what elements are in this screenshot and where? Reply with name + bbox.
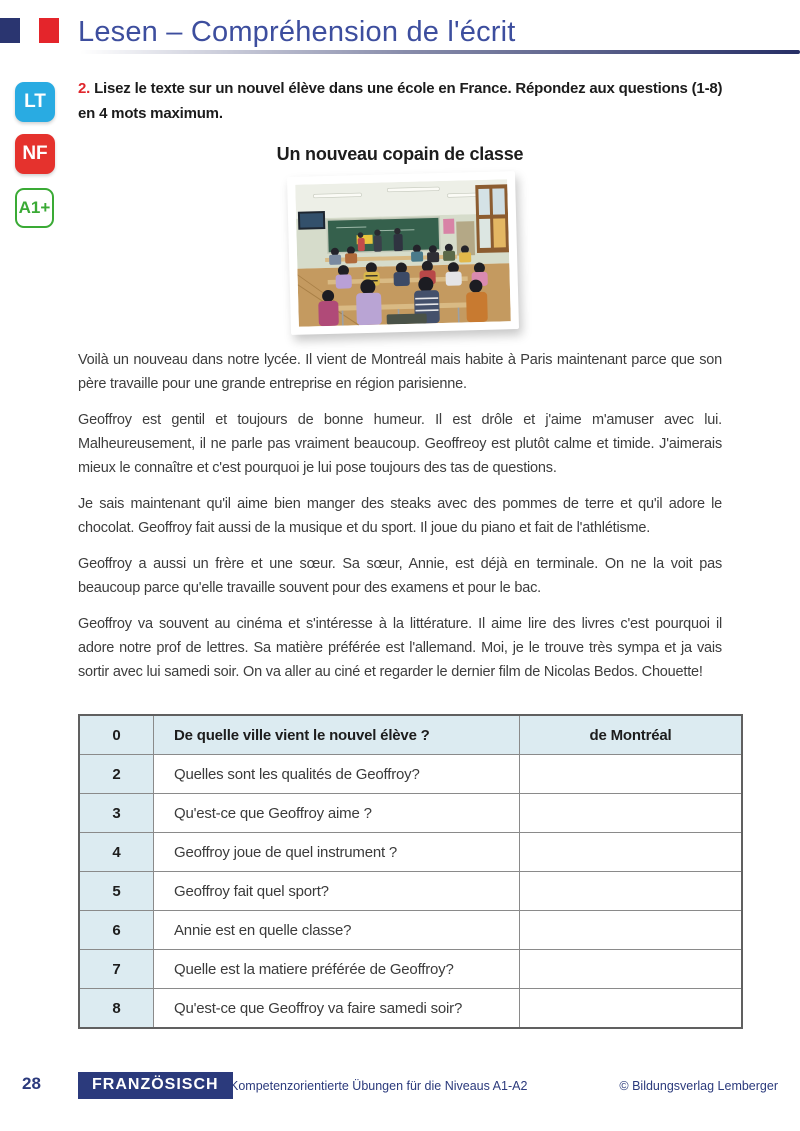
- classroom-photo-illustration: [295, 179, 511, 327]
- flag-red-square: [39, 18, 59, 43]
- badge-nf-label: NF: [22, 143, 48, 164]
- row-question: Qu'est-ce que Geoffroy va faire samedi soir?: [154, 989, 520, 1029]
- row-number: 4: [79, 833, 154, 872]
- paragraph-1: Voilà un nouveau dans notre lycée. Il vient de Montreál mais habite à Paris maintenant parce que son père travaille pour une grande entreprise en région parisienne.: [78, 352, 722, 392]
- row-question: Quelle est la matiere préférée de Geoffroy?: [154, 950, 520, 989]
- row-number: 8: [79, 989, 154, 1029]
- row-number: 2: [79, 755, 154, 794]
- row-answer-blank: [520, 950, 743, 989]
- row-answer-blank: [520, 833, 743, 872]
- reading-text: [78, 348, 722, 684]
- row-answer-blank: [520, 911, 743, 950]
- table-row: [79, 833, 742, 872]
- badge-lt-label: LT: [24, 91, 46, 112]
- row-number: 3: [79, 794, 154, 833]
- classroom-photo: [287, 171, 519, 335]
- row-answer-blank: [520, 794, 743, 833]
- footer-subject-label: FRANZÖSISCH: [78, 1072, 233, 1099]
- row-answer-blank: [520, 989, 743, 1029]
- task-instruction: [78, 76, 726, 126]
- row-question: Annie est en quelle classe?: [154, 911, 520, 950]
- page-title: Lesen – Compréhension de l'écrit: [78, 16, 516, 48]
- badge-a1plus-label: A1+: [18, 198, 51, 217]
- table-row-example: [79, 715, 742, 755]
- flag-blue-square: [0, 18, 20, 43]
- task-instruction-text: Lisez le texte sur un nouvel élève dans une école en France. Répondez aux questions (1-8) en 4 mots maximum.: [78, 80, 723, 122]
- badge-lt: [15, 82, 55, 122]
- table-row: [79, 872, 742, 911]
- row-number: 7: [79, 950, 154, 989]
- row-question: Geoffroy joue de quel instrument ?: [154, 833, 520, 872]
- row-question: De quelle ville vient le nouvel élève ?: [154, 715, 520, 755]
- page-number: 28: [22, 1074, 41, 1093]
- question-table: [78, 714, 743, 1029]
- table-row: [79, 989, 742, 1029]
- paragraph-3: Je sais maintenant qu'il aime bien manger des steaks avec des pommes de terre et qu'il adore le chocolat. Geoffroy fait aussi de la musique et du sport. Il joue du piano et fait de l'athlétisme.: [78, 496, 722, 536]
- task-number: 2.: [78, 80, 91, 97]
- paragraph-5: Geoffroy va souvent au cinéma et s'intéresse à la littérature. Il aime lire des livres c'est pourquoi il adore notre prof de lettres. Sa matière préférée est l'allemand. Moi, je le trouve très sympa et ja vais sortir avec lui samedi soir. On va aller au ciné et regarder le dernier film de Nicolas Bedos. Chouette!: [78, 616, 722, 680]
- row-question: Geoffroy fait quel sport?: [154, 872, 520, 911]
- header-divider: [80, 50, 800, 54]
- row-answer: de Montréal: [520, 715, 743, 755]
- table-row: [79, 794, 742, 833]
- footer-copyright: © Bildungsverlag Lemberger: [619, 1079, 778, 1093]
- badge-a1plus: [15, 188, 54, 228]
- table-row: [79, 911, 742, 950]
- row-answer-blank: [520, 872, 743, 911]
- row-number: 6: [79, 911, 154, 950]
- footer-series-title: Kompetenzorientierte Übungen für die Niveaus A1-A2: [230, 1079, 528, 1093]
- row-question: Qu'est-ce que Geoffroy aime ?: [154, 794, 520, 833]
- paragraph-2: Geoffroy est gentil et toujours de bonne humeur. Il est drôle et j'aime m'amuser avec lui. Malheureusement, il ne parle pas vraiment beaucoup. Geoffreoy est plutôt calme et timide. J'aimerais mieux le connaître et c'est pourquoi je lui pose toujours des tas de questions.: [78, 412, 722, 476]
- row-answer-blank: [520, 755, 743, 794]
- table-row: [79, 950, 742, 989]
- table-row: [79, 755, 742, 794]
- paragraph-4: Geoffroy a aussi un frère et une sœur. Sa sœur, Annie, est déjà en terminale. On ne la voit pas beaucoup parce qu'elle travaille souvent pour des examens et pour le bac.: [78, 556, 722, 596]
- row-number: 0: [79, 715, 154, 755]
- badge-nf: [15, 134, 55, 174]
- row-number: 5: [79, 872, 154, 911]
- row-question: Quelles sont les qualités de Geoffroy?: [154, 755, 520, 794]
- reading-title: Un nouveau copain de classe: [276, 144, 524, 164]
